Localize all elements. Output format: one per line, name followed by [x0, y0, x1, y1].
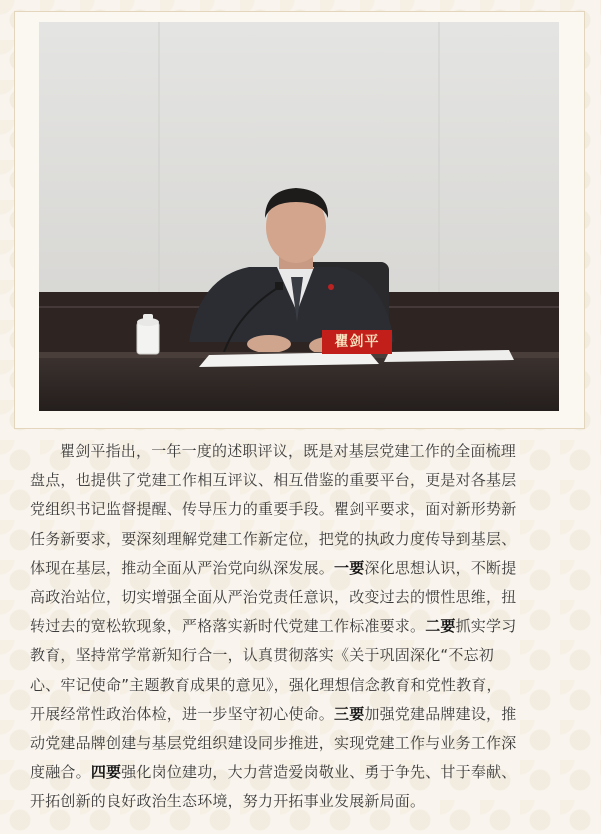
article-line-text: 深化思想认识，不断提	[364, 558, 517, 577]
article-line	[30, 641, 574, 670]
article-line-text: 高政治站位，切实增强全面从严治党责任意识，改变过去的惯性思维，扭	[30, 587, 517, 606]
article-line-text: 开拓创新的良好政治生态环境，努力开拓事业发展新局面。	[30, 792, 426, 811]
emphasis-keyword: 三要	[334, 704, 365, 723]
article-line-text: 盘点，也提供了党建工作相互评议、相互借鉴的重要平台，更是对各基层	[30, 471, 517, 490]
article-line-text: 教育，坚持常学常新知行合一，认真贯彻落实《关于巩固深化“不忘初	[30, 646, 494, 665]
article-line	[30, 612, 574, 641]
emphasis-keyword: 二要	[425, 617, 456, 636]
article-line	[30, 787, 574, 816]
article-line-text: 党组织书记监督提醒、传导压力的重要手段。瞿剑平要求，面对新形势新	[30, 500, 517, 519]
emphasis-keyword: 一要	[334, 558, 365, 577]
nameplate-text: 瞿剑平	[334, 334, 380, 350]
article-line-text: 任务新要求，要深刻理解党建工作新定位，把党的执政力度传导到基层、	[30, 529, 517, 548]
article-line	[30, 437, 574, 466]
article-line-text: 强化岗位建功，大力营造爱岗敬业、勇于争先、甘于奉献、	[121, 763, 517, 782]
article-line	[30, 525, 574, 554]
meeting-photo	[39, 22, 559, 411]
article-line	[30, 583, 574, 612]
article-line	[30, 758, 574, 787]
article-line-text: 转过去的宽松软现象，严格落实新时代党建工作标准要求。	[30, 617, 426, 636]
article-line	[30, 700, 574, 729]
emphasis-keyword: 四要	[90, 763, 122, 782]
article-line-text: 抓实学习	[455, 617, 517, 636]
article-body	[30, 437, 574, 816]
article-line-text: 度融合。	[30, 763, 91, 782]
article-line	[30, 671, 574, 700]
article-line	[30, 466, 574, 495]
article-line-text: 开展经常性政治体检，进一步坚守初心使命。	[30, 704, 335, 723]
article-line-text: 体现在基层，推动全面从严治党向纵深发展。	[30, 558, 335, 577]
article-line-text: 动党建品牌创建与基层党组织建设同步推进，实现党建工作与业务工作深	[30, 733, 517, 752]
article-line	[30, 729, 574, 758]
article-line-text: 瞿剑平指出，一年一度的述职评议，既是对基层党建工作的全面梳理	[60, 442, 517, 460]
article-line	[30, 554, 574, 583]
article-line-text: 加强党建品牌建设，推	[364, 704, 517, 723]
article-line-text: 心、牢记使命”主题教育成果的意见》，强化理想信念教育和党性教育，	[30, 675, 502, 694]
meeting-photo-illustration	[39, 22, 559, 411]
article-line	[30, 495, 574, 524]
